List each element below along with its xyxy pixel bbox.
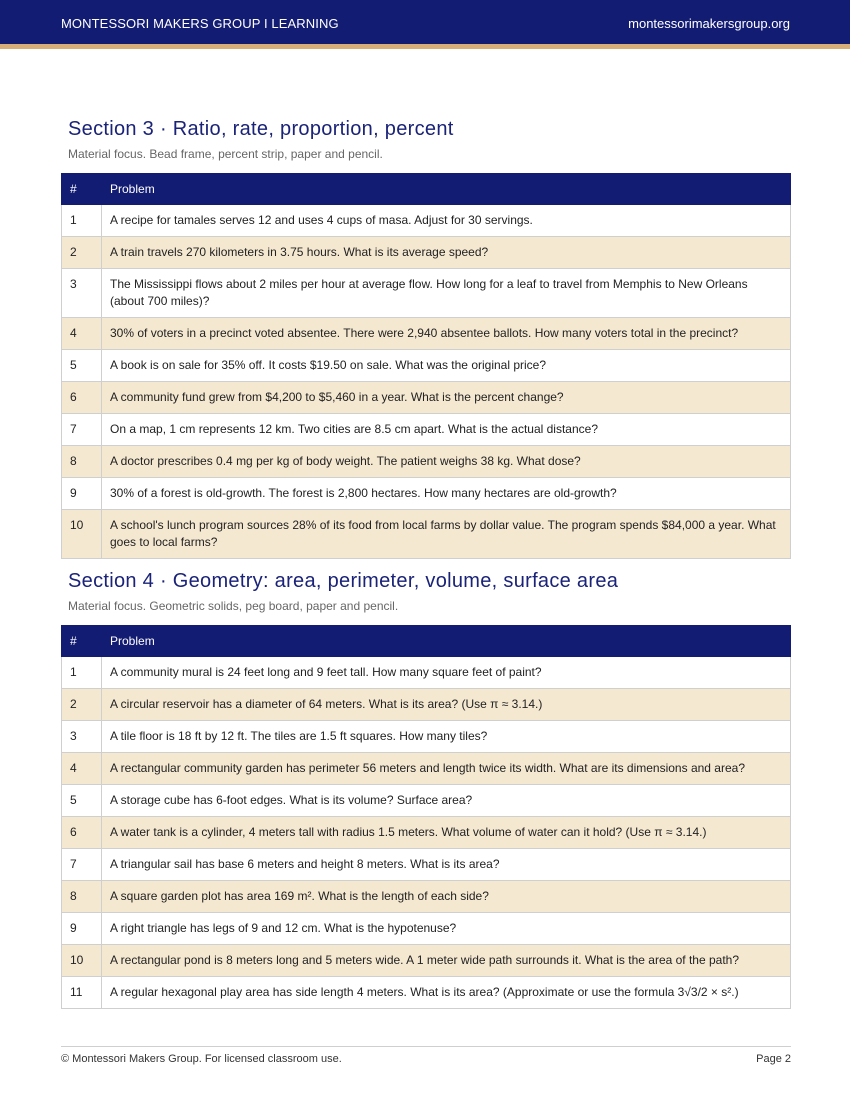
problem-text: A doctor prescribes 0.4 mg per kg of body weight. The patient weighs 38 kg. What dose? (102, 446, 791, 478)
problem-number: 10 (62, 510, 102, 559)
section-3 (61, 118, 791, 559)
table-row (62, 849, 791, 881)
problem-number: 10 (62, 945, 102, 977)
problem-table (61, 173, 791, 559)
problem-text: A water tank is a cylinder, 4 meters tall with radius 1.5 meters. What volume of water can it hold? (Use π ≈ 3.14.) (102, 817, 791, 849)
problem-text: A square garden plot has area 169 m². What is the length of each side? (102, 881, 791, 913)
table-row (62, 446, 791, 478)
site-url[interactable]: montessorimakersgroup.org (628, 16, 790, 31)
table-row (62, 977, 791, 1009)
problem-number: 3 (62, 721, 102, 753)
problem-number: 8 (62, 881, 102, 913)
table-row (62, 753, 791, 785)
problem-text: 30% of a forest is old-growth. The forest is 2,800 hectares. How many hectares are old-growth? (102, 478, 791, 510)
problem-text: On a map, 1 cm represents 12 km. Two cities are 8.5 cm apart. What is the actual distance? (102, 414, 791, 446)
section-4 (61, 570, 791, 1009)
problem-number: 1 (62, 657, 102, 689)
problem-text: The Mississippi flows about 2 miles per hour at average flow. How long for a leaf to travel from Memphis to New Orleans (about 700 miles)? (102, 269, 791, 318)
table-row (62, 945, 791, 977)
problem-table (61, 625, 791, 1009)
table-row (62, 913, 791, 945)
table-row (62, 478, 791, 510)
problem-text: A right triangle has legs of 9 and 12 cm. What is the hypotenuse? (102, 913, 791, 945)
problem-number: 5 (62, 785, 102, 817)
problem-number: 6 (62, 817, 102, 849)
problem-text: A tile floor is 18 ft by 12 ft. The tiles are 1.5 ft squares. How many tiles? (102, 721, 791, 753)
column-header-problem: Problem (102, 174, 791, 205)
problem-number: 7 (62, 414, 102, 446)
problem-number: 3 (62, 269, 102, 318)
problem-number: 4 (62, 753, 102, 785)
problem-number: 1 (62, 205, 102, 237)
problem-number: 2 (62, 237, 102, 269)
table-row (62, 414, 791, 446)
table-row (62, 318, 791, 350)
problem-text: A recipe for tamales serves 12 and uses 4 cups of masa. Adjust for 30 servings. (102, 205, 791, 237)
table-row (62, 382, 791, 414)
table-row (62, 510, 791, 559)
section-title: Section 3 · Ratio, rate, proportion, percent (68, 118, 454, 140)
table-row (62, 269, 791, 318)
section-subtitle: Material focus. Bead frame, percent strip, paper and pencil. (68, 147, 383, 161)
table-row (62, 205, 791, 237)
table-row (62, 237, 791, 269)
footer-divider (61, 1046, 791, 1047)
problem-text: A book is on sale for 35% off. It costs $19.50 on sale. What was the original price? (102, 350, 791, 382)
problem-number: 7 (62, 849, 102, 881)
page-number: Page 2 (756, 1053, 791, 1065)
column-header-problem: Problem (102, 626, 791, 657)
table-row (62, 350, 791, 382)
problem-text: A rectangular pond is 8 meters long and 5 meters wide. A 1 meter wide path surrounds it. What is the area of the path? (102, 945, 791, 977)
problem-number: 5 (62, 350, 102, 382)
problem-text: A train travels 270 kilometers in 3.75 hours. What is its average speed? (102, 237, 791, 269)
table-row (62, 785, 791, 817)
problem-number: 2 (62, 689, 102, 721)
problem-text: A storage cube has 6-foot edges. What is its volume? Surface area? (102, 785, 791, 817)
section-title: Section 4 · Geometry: area, perimeter, volume, surface area (68, 570, 619, 592)
problem-number: 6 (62, 382, 102, 414)
table-row (62, 689, 791, 721)
problem-number: 9 (62, 478, 102, 510)
problem-text: A school's lunch program sources 28% of its food from local farms by dollar value. The program spends $84,000 a year. What goes to local farms? (102, 510, 791, 559)
page-header (0, 0, 850, 49)
column-header-number: # (62, 174, 102, 205)
brand-label: MONTESSORI MAKERS GROUP I LEARNING (61, 16, 339, 31)
table-header-row (62, 626, 791, 657)
problem-text: 30% of voters in a precinct voted absentee. There were 2,940 absentee ballots. How many voters total in the precinct? (102, 318, 791, 350)
table-header-row (62, 174, 791, 205)
problem-text: A community fund grew from $4,200 to $5,460 in a year. What is the percent change? (102, 382, 791, 414)
problem-text: A regular hexagonal play area has side length 4 meters. What is its area? (Approximate or use the formula 3√3/2 × s².) (102, 977, 791, 1009)
table-row (62, 881, 791, 913)
problem-number: 11 (62, 977, 102, 1009)
problem-text: A rectangular community garden has perimeter 56 meters and length twice its width. What are its dimensions and area? (102, 753, 791, 785)
problem-text: A circular reservoir has a diameter of 64 meters. What is its area? (Use π ≈ 3.14.) (102, 689, 791, 721)
problem-text: A triangular sail has base 6 meters and height 8 meters. What is its area? (102, 849, 791, 881)
section-subtitle: Material focus. Geometric solids, peg board, paper and pencil. (68, 599, 399, 613)
table-row (62, 721, 791, 753)
problem-number: 4 (62, 318, 102, 350)
problem-text: A community mural is 24 feet long and 9 feet tall. How many square feet of paint? (102, 657, 791, 689)
column-header-number: # (62, 626, 102, 657)
table-row (62, 657, 791, 689)
problem-number: 8 (62, 446, 102, 478)
footer-copyright: © Montessori Makers Group. For licensed classroom use. (61, 1053, 342, 1065)
table-row (62, 817, 791, 849)
problem-number: 9 (62, 913, 102, 945)
